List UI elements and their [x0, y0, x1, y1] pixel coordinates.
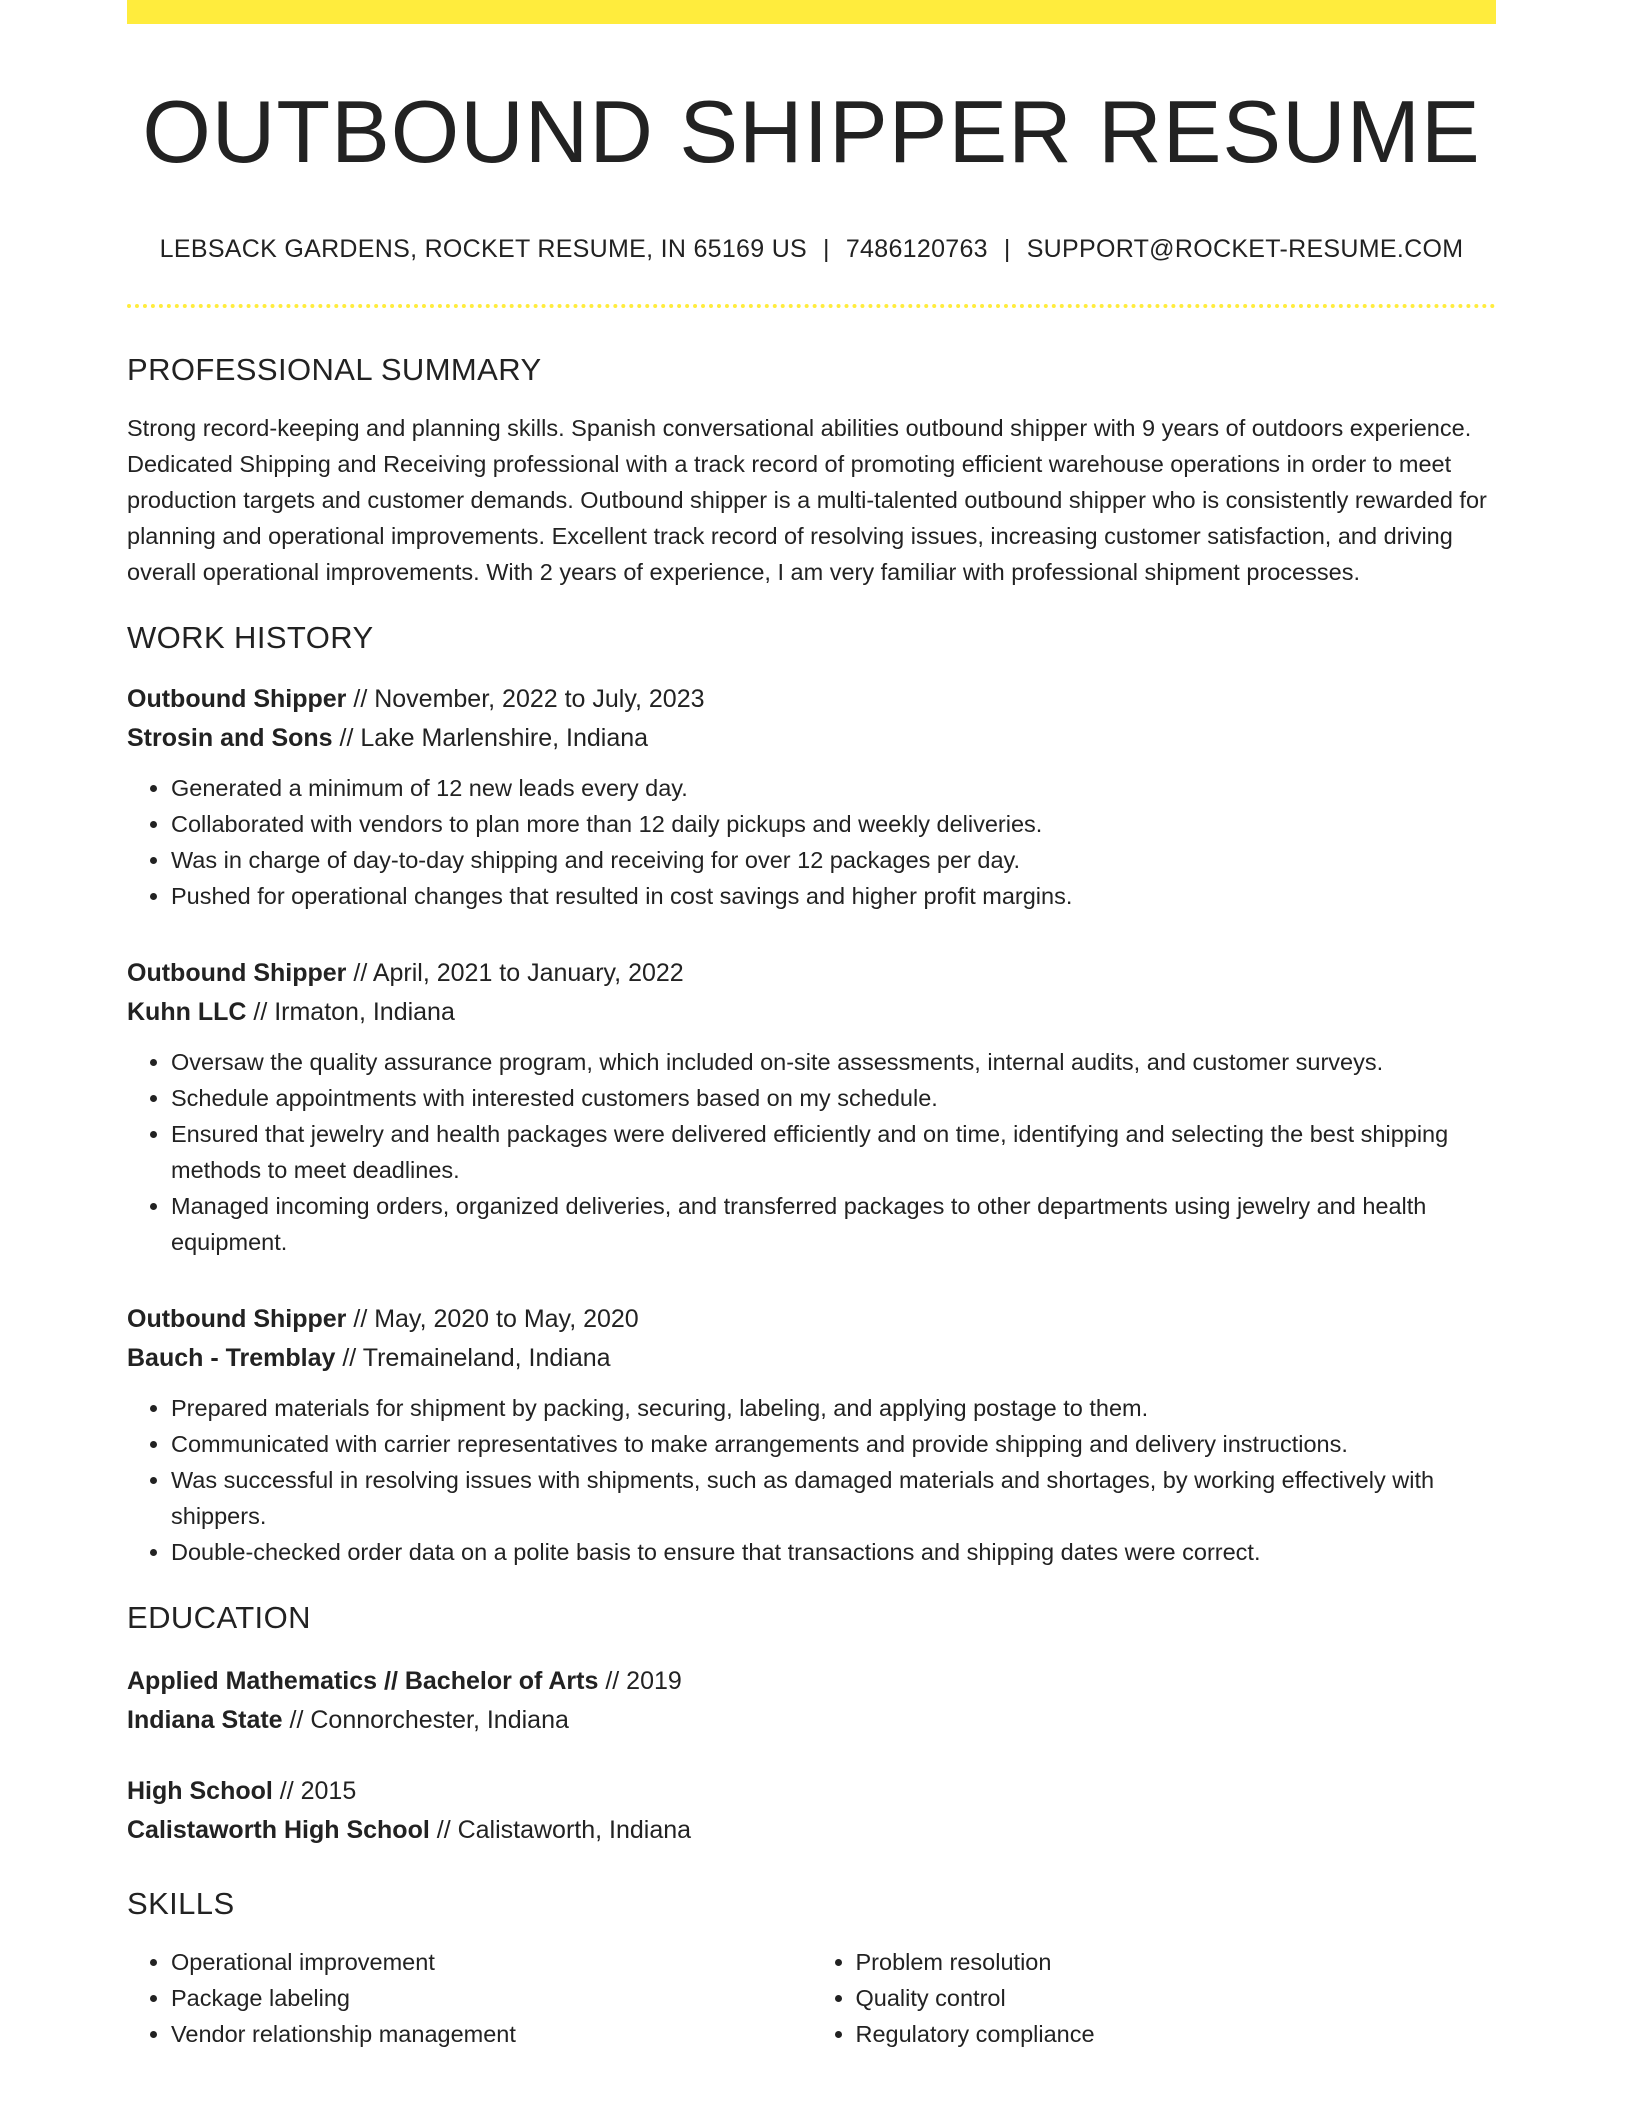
top-accent-bar [127, 0, 1496, 24]
education-entry [127, 1662, 1496, 1740]
job-entry [127, 954, 1496, 1260]
education-school: Indiana State [127, 1705, 283, 1734]
job-role-line [127, 680, 1496, 719]
job-bullets [127, 770, 1496, 914]
job-company: Bauch - Tremblay [127, 1343, 336, 1372]
skill-item: • Vendor relationship management [171, 2016, 812, 2052]
job-company: Kuhn LLC [127, 997, 247, 1026]
job-bullet: • Double-checked order data on a polite basis to ensure that transactions and shipping dates were correct. [171, 1534, 1496, 1570]
contact-email: SUPPORT@ROCKET-RESUME.COM [1026, 234, 1464, 263]
education-school-line [127, 1701, 1496, 1740]
skill-item: • Regulatory compliance [856, 2016, 1497, 2052]
contact-separator: | [1003, 234, 1011, 263]
education-location: // Calistaworth, Indiana [429, 1815, 692, 1844]
job-bullet: • Prepared materials for shipment by packing, securing, labeling, and applying postage to them. [171, 1390, 1496, 1426]
skill-item: • Package labeling [171, 1980, 812, 2016]
job-role-line [127, 1300, 1496, 1339]
education-entry [127, 1772, 1496, 1850]
contact-address: LEBSACK GARDENS, ROCKET RESUME, IN 65169 US [159, 234, 808, 263]
job-dates: // April, 2021 to January, 2022 [346, 958, 684, 987]
job-location: // Lake Marlenshire, Indiana [332, 723, 649, 752]
skills-grid [127, 1944, 1496, 2052]
job-dates: // November, 2022 to July, 2023 [346, 684, 705, 713]
job-company: Strosin and Sons [127, 723, 333, 752]
job-bullet: • Pushed for operational changes that resulted in cost savings and higher profit margins. [171, 878, 1496, 914]
education-degree-line [127, 1772, 1496, 1811]
contact-phone: 7486120763 [845, 234, 988, 263]
skills-list-right [812, 1944, 1497, 2052]
job-bullets [127, 1044, 1496, 1260]
job-location: // Irmaton, Indiana [246, 997, 455, 1026]
contact-line [127, 235, 1496, 264]
education-year: // 2015 [272, 1776, 357, 1805]
job-company-line [127, 993, 1496, 1032]
job-bullet: • Ensured that jewelry and health packages were delivered efficiently and on time, identifying and selecting the best shipping methods to meet deadlines. [171, 1116, 1496, 1188]
job-bullet: • Was successful in resolving issues with shipments, such as damaged materials and shortages, by working effectively with shippers. [171, 1462, 1496, 1534]
job-dates: // May, 2020 to May, 2020 [346, 1304, 639, 1333]
education-year: // 2019 [598, 1666, 682, 1695]
summary-heading: PROFESSIONAL SUMMARY [127, 351, 542, 387]
job-role: Outbound Shipper [127, 684, 347, 713]
contact-separator: | [823, 234, 830, 263]
education-degree-line [127, 1662, 1496, 1701]
job-bullets [127, 1390, 1496, 1570]
job-entry [127, 680, 1496, 914]
education-school: Calistaworth High School [127, 1815, 430, 1844]
education-location: // Connorchester, Indiana [282, 1705, 569, 1734]
skill-item: • Operational improvement [171, 1944, 812, 1980]
job-bullet: • Schedule appointments with interested customers based on my schedule. [171, 1080, 1496, 1116]
education-school-line [127, 1811, 1496, 1850]
education-degree: High School [127, 1776, 273, 1805]
education-heading: EDUCATION [127, 1599, 311, 1635]
summary-text: Strong record-keeping and planning skills. Spanish conversational abilities outbound shipper with 9 years of outdoors experience. Dedicated Shipping and Receiving professional with a track record of promoting efficient warehouse operations in order to meet production targets and customer demands. Outbound shipper is a multi-talented outbound shipper who is consistently rewarded for planning and operational improvements. Excellent track record of resolving issues, increasing customer satisfaction, and driving overall operational improvements. With 2 years of experience, I am very familiar with professional shipment processes. [127, 414, 1487, 585]
work-history-heading: WORK HISTORY [127, 619, 374, 655]
job-role: Outbound Shipper [127, 958, 347, 987]
job-company-line [127, 719, 1496, 758]
job-bullet: • Generated a minimum of 12 new leads every day. [171, 770, 1496, 806]
resume-title: OUTBOUND SHIPPER RESUME [142, 82, 1481, 181]
skill-item: • Problem resolution [856, 1944, 1497, 1980]
resume-page [127, 0, 1496, 2052]
skill-item: • Quality control [856, 1980, 1497, 2016]
job-bullet: • Collaborated with vendors to plan more than 12 daily pickups and weekly deliveries. [171, 806, 1496, 842]
job-bullet: • Was in charge of day-to-day shipping and receiving for over 12 packages per day. [171, 842, 1496, 878]
job-bullet: • Communicated with carrier representatives to make arrangements and provide shipping and delivery instructions. [171, 1426, 1496, 1462]
job-bullet: • Managed incoming orders, organized deliveries, and transferred packages to other departments using jewelry and health equipment. [171, 1188, 1496, 1260]
job-bullet: • Oversaw the quality assurance program, which included on-site assessments, internal audits, and customer surveys. [171, 1044, 1496, 1080]
job-location: // Tremaineland, Indiana [335, 1343, 611, 1372]
job-role-line [127, 954, 1496, 993]
job-role: Outbound Shipper [127, 1304, 347, 1333]
job-entry [127, 1300, 1496, 1570]
skills-list-left [127, 1944, 812, 2052]
job-company-line [127, 1339, 1496, 1378]
skills-heading: SKILLS [127, 1885, 235, 1921]
dotted-divider [127, 304, 1496, 308]
education-degree: Applied Mathematics // Bachelor of Arts [127, 1666, 599, 1695]
